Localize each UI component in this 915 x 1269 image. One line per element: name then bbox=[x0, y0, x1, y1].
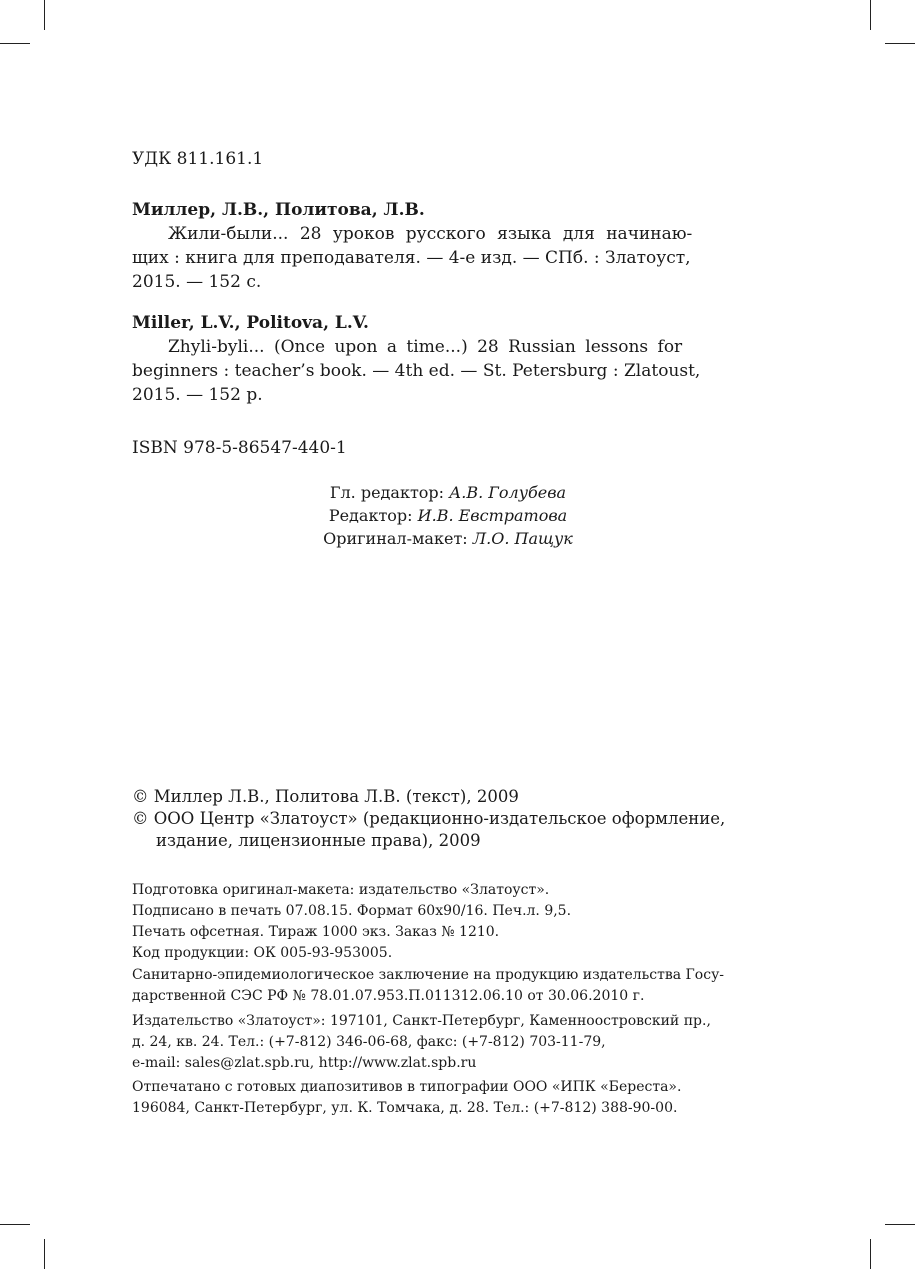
sanitary-line: Санитарно-эпидемиологическое заключение на продукцию издательства Госу- bbox=[132, 967, 725, 983]
udk-code: УДК 811.161.1 bbox=[132, 149, 264, 169]
crop-mark-left-top bbox=[0, 43, 30, 44]
publisher-line: д. 24, кв. 24. Тел.: (+7-812) 346-06-68, факс: (+7-812) 703-11-79, bbox=[132, 1034, 606, 1050]
publisher-line: Издательство «Златоуст»: 197101, Санкт-Петербург, Каменноостровский пр., bbox=[132, 1013, 711, 1029]
crop-mark-left-bottom bbox=[0, 1224, 30, 1225]
publisher-line: e-mail: sales@zlat.spb.ru, http://www.zlat.spb.ru bbox=[132, 1055, 477, 1071]
sanitary-block bbox=[132, 965, 764, 1007]
printer-block bbox=[132, 1077, 764, 1119]
en-entry-line-3: 2015. — 152 p. bbox=[132, 385, 263, 405]
print-info-block bbox=[132, 880, 764, 964]
crop-mark-top-left bbox=[44, 0, 45, 30]
crop-mark-top-right bbox=[870, 0, 871, 30]
print-info-line: Подготовка оригинал-макета: издательство «Златоуст». bbox=[132, 882, 550, 898]
editorial-credits bbox=[132, 481, 764, 550]
crop-mark-bottom-left bbox=[44, 1239, 45, 1269]
copyright-block bbox=[132, 786, 764, 852]
ru-entry-line-1: Жили-были... 28 уроков русского языка для начинаю- bbox=[168, 224, 693, 244]
print-info-line: Подписано в печать 07.08.15. Формат 60х90/16. Печ.л. 9,5. bbox=[132, 903, 572, 919]
credit-editor: Редактор: И.В. Евстратова bbox=[328, 506, 568, 525]
credit-chief-editor: Гл. редактор: А.В. Голубева bbox=[329, 483, 567, 502]
print-info-line: Печать офсетная. Тираж 1000 экз. Заказ № 1210. bbox=[132, 924, 500, 940]
copyright-line-1: © Миллер Л.В., Политова Л.В. (текст), 2009 bbox=[132, 787, 519, 806]
credit-layout: Оригинал-макет: Л.О. Пащук bbox=[323, 529, 573, 548]
printer-line: Отпечатано с готовых диапозитивов в типографии ООО «ИПК «Береста». bbox=[132, 1079, 682, 1095]
ru-bibliographic-entry bbox=[132, 198, 764, 294]
crop-mark-right-top bbox=[885, 43, 915, 44]
ru-entry-line-2: щих : книга для преподавателя. — 4-е изд. — СПб. : Златоуст, bbox=[132, 248, 691, 268]
copyright-line-3: издание, лицензионные права), 2009 bbox=[156, 831, 481, 850]
en-entry-line-2: beginners : teacher’s book. — 4th ed. — St. Petersburg : Zlatoust, bbox=[132, 361, 701, 381]
crop-mark-bottom-right bbox=[870, 1239, 871, 1269]
publisher-block bbox=[132, 1011, 764, 1074]
en-entry-line-1: Zhyli-byli... (Once upon a time...) 28 Russian lessons for bbox=[168, 337, 683, 357]
en-authors: Miller, L.V., Politova, L.V. bbox=[132, 313, 369, 333]
ru-entry-line-3: 2015. — 152 с. bbox=[132, 272, 262, 292]
isbn: ISBN 978-5-86547-440-1 bbox=[132, 438, 347, 458]
print-info-line: Код продукции: ОК 005-93-953005. bbox=[132, 945, 393, 961]
crop-mark-right-bottom bbox=[885, 1224, 915, 1225]
en-bibliographic-entry bbox=[132, 311, 764, 407]
printer-line: 196084, Санкт-Петербург, ул. К. Томчака, д. 28. Тел.: (+7-812) 388-90-00. bbox=[132, 1100, 678, 1116]
ru-authors: Миллер, Л.В., Политова, Л.В. bbox=[132, 200, 425, 220]
copyright-line-2: © ООО Центр «Златоуст» (редакционно-издательское оформление, bbox=[132, 809, 726, 828]
sanitary-line: дарственной СЭС РФ № 78.01.07.953.П.011312.06.10 от 30.06.2010 г. bbox=[132, 988, 645, 1004]
